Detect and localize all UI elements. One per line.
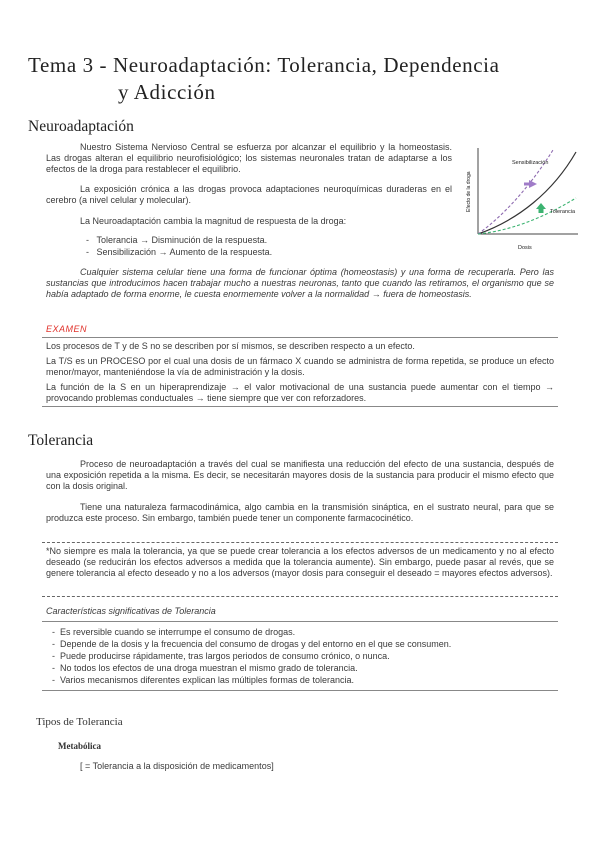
exam-bottom-rule (42, 406, 558, 407)
metabolica-definition: [ = Tolerancia a la disposición de medicamentos] (80, 761, 274, 771)
note-top-rule (42, 542, 558, 543)
list-item: - Tolerancia → Disminución de la respuesta. (86, 235, 268, 245)
tolerance-label: Tolerancia (550, 209, 576, 215)
neuroadaptacion-heading: Neuroadaptación (28, 118, 134, 135)
arrow-up-icon (536, 203, 546, 213)
exam-label: EXAMEN (46, 324, 88, 334)
neuro-paragraph-1: Nuestro Sistema Nervioso Central se esfuerza por alcanzar el equilibrio y la homeostasis. Las drogas alteran el equilibrio neurofisiológico; los sistemas neuronales tratan de adaptarse a los efectos de la droga para restablecer el equilibrio. (46, 142, 452, 174)
tipos-heading: Tipos de Tolerancia (36, 716, 123, 728)
tolerance-sensitization-graph (458, 142, 582, 264)
page-title (28, 52, 588, 106)
note-bottom-rule (42, 596, 558, 597)
neuro-paragraph-2: La exposición crónica a las drogas provoca adaptaciones neuroquímicas duraderas en el cerebro (a nivel celular y molecular). (46, 184, 452, 205)
characteristics-list (52, 626, 552, 686)
neuro-bullet-list (86, 234, 446, 258)
exam-item-1: Los procesos de T y de S no se describen por sí mismos, se describen respecto a un efecto. (46, 341, 415, 351)
exam-item-2: La T/S es un PROCESO por el cual una dosis de un fármaco X cuando se administra de forma repetida, se produce un efecto menor/mayor, manteniéndose la vía de administración y la dosis. (46, 356, 554, 377)
tolerancia-heading: Tolerancia (28, 432, 94, 449)
metabolica-heading: Metabólica (58, 741, 101, 751)
neuro-paragraph-4: Cualquier sistema celular tiene una forma de funcionar óptima (homeostasis) y una forma de recuperarla. Pero las sustancias que introducimos hacen trabajar mucho a nuestras neuronas, tanto que cuando las retiramos, el organismo que se había adaptado de forma enorme, le cuesta enormemente volver a la normalidad → fuera de homeostasis. (46, 267, 554, 299)
list-item: - No todos los efectos de una droga muestran el mismo grado de tolerancia. (52, 663, 358, 673)
exam-item-3: La función de la S en un hiperaprendizaje → el valor motivacional de una sustancia puede aumentar con el tiempo → provocando problemas conductuales → tiene siempre que ver con reforzadores. (46, 382, 554, 403)
neuro-paragraph-3: La Neuroadaptación cambia la magnitud de respuesta de la droga: (80, 216, 347, 226)
tol-note: *No siempre es mala la tolerancia, ya que se puede crear tolerancia a los efectos adversos de un medicamento y no al efecto deseado (se reducirán los efectos adversos a medida que la tolerancia aumente). Sin embargo, puede pasar al revés, que se genere tolerancia al efecto deseado y no a los adversos (mayor dosis para conseguir el deseado = mayores efectos adversos). (46, 546, 554, 578)
y-axis-label: Efecto de la droga (466, 171, 472, 212)
exam-top-rule (42, 337, 558, 338)
tol-paragraph-1: Proceso de neuroadaptación a través del cual se manifiesta una reducción del efecto de una sustancia, después de una exposición repetida a la misma. Es decir, se necesitarán mayores dosis de la sustancia para producir el mismo efecto que con la dosis original. (46, 459, 554, 491)
title-line-1: Tema 3 - Neuroadaptación: Tolerancia, Dependencia (28, 53, 500, 77)
title-line-2: y Adicción (118, 80, 216, 104)
characteristics-bottom-rule (42, 690, 558, 691)
list-item: - Depende de la dosis y la frecuencia del consumo de drogas y del entorno en el que se consumen. (52, 639, 452, 649)
list-item: - Sensibilización → Aumento de la respuesta. (86, 247, 273, 257)
list-item: - Varios mecanismos diferentes explican las múltiples formas de tolerancia. (52, 675, 354, 685)
sensitization-label: Sensibilización (512, 160, 549, 166)
x-axis-label: Dosis (518, 245, 532, 251)
characteristics-heading: Características significativas de Tolerancia (46, 606, 216, 616)
list-item: - Puede producirse rápidamente, tras largos periodos de consumo crónico, o nunca. (52, 651, 390, 661)
characteristics-top-rule (42, 621, 558, 622)
arrow-left-icon (524, 180, 537, 188)
list-item: - Es reversible cuando se interrumpe el consumo de drogas. (52, 627, 296, 637)
tol-paragraph-2: Tiene una naturaleza farmacodinámica, algo cambia en la transmisión sináptica, en el sustrato neural, para que se produzca este proceso. Sin embargo, también puede tener un componente farmacocinético. (46, 502, 554, 523)
